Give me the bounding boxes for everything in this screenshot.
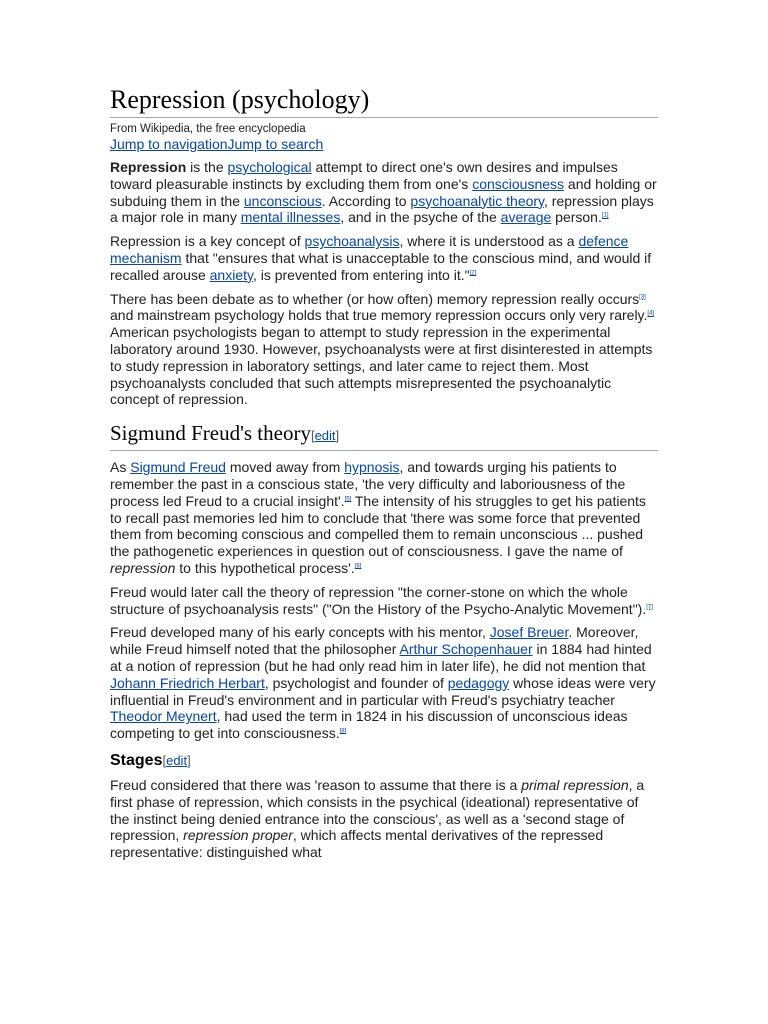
- link-hypnosis[interactable]: hypnosis: [344, 459, 400, 476]
- tagline: From Wikipedia, the free encyclopedia: [110, 123, 306, 135]
- emphasis: repression: [110, 559, 176, 576]
- section-heading-stages: Stages[edit]: [110, 751, 191, 769]
- reference-1[interactable]: [1]: [601, 212, 609, 219]
- link-theodor-meynert[interactable]: Theodor Meynert: [110, 708, 217, 725]
- paragraph-5: Freud would later call the theory of repression "the corner-stone on which the whole structure of psychoanalysis rests" ("On the History of the Psycho-Analytic Movement").[7]: [110, 583, 653, 617]
- reference-7[interactable]: [7]: [646, 603, 653, 610]
- emphasis: repression proper: [183, 827, 293, 844]
- edit-section: [edit]: [310, 428, 340, 444]
- link-unconscious[interactable]: unconscious: [243, 192, 322, 209]
- article: [110, 84, 658, 868]
- link-psychoanalytic-theory[interactable]: psychoanalytic theory: [410, 192, 545, 209]
- paragraph-2: Repression is a key concept of psychoanalysis, where it is understood as a defence mechanism that "ensures that what is unacceptable to the conscious mind, and would if recalled arouse anxiety, is prevented from entering into it."[2]: [110, 233, 652, 283]
- link-johann-friedrich-herbart[interactable]: Johann Friedrich Herbart: [110, 674, 265, 691]
- link-consciousness[interactable]: consciousness: [472, 175, 565, 192]
- reference-4[interactable]: [4]: [647, 310, 655, 317]
- link-josef-breuer[interactable]: Josef Breuer: [489, 624, 569, 641]
- paragraph-3: There has been debate as to whether (or how often) memory repression really occurs[3] and mainstream psychology holds that true memory repression occurs only very rarely.[4] American psychologists began to attempt to study repression in the experimental laboratory around 1930. However, psychoanalysts were at first disinterested in attempts to study repression in laboratory settings, and later came to reject them. Most psychoanalysts concluded that such attempts misrepresented the psychoanalytic concept of repression.: [110, 290, 655, 408]
- section-heading-freud: Sigmund Freud's theory[edit]: [110, 420, 658, 451]
- paragraph-6: Freud developed many of his early concepts with his mentor, Josef Breuer. Moreover, while Freud himself noted that the philosopher Arthur Schopenhauer in 1884 had hinted at a notion of repression (but he had only read him in later life), he did not mention that Johann Friedrich Herbart, psychologist and founder of pedagogy whose ideas were very influential in Freud's environment and in particular with Freud's psychiatry teacher Theodor Meynert, had used the term in 1824 in his discussion of unconscious ideas competing to get into consciousness.[8]: [110, 624, 656, 742]
- reference-3[interactable]: [3]: [639, 293, 646, 300]
- page-title: Repression (psychology): [110, 84, 658, 118]
- paragraph-4: As Sigmund Freud moved away from hypnosis, and towards urging his patients to remember the past in a conscious state, 'the very difficulty and laboriousness of the process led Freud to a crucial insight'.[5] The intensity of his struggles to get his patients to recall past memories led him to conclude that 'there was some force that prevented them from becoming conscious and compelled them to remain unconscious ... pushed the pathogenetic experiences in question out of consciousness. I gave the name of repression to this hypothetical process'.[6]: [110, 459, 646, 576]
- edit-link[interactable]: edit: [314, 428, 336, 444]
- edit-link[interactable]: edit: [166, 752, 188, 768]
- jump-links: [110, 136, 658, 153]
- link-defence-mechanism[interactable]: defence mechanism: [110, 233, 629, 266]
- link-pedagogy[interactable]: pedagogy: [447, 674, 510, 691]
- reference-2[interactable]: [2]: [469, 270, 477, 277]
- jump-to-navigation-link[interactable]: Jump to navigation: [110, 136, 228, 152]
- edit-section: [edit]: [162, 752, 191, 768]
- link-sigmund-freud[interactable]: Sigmund Freud: [130, 459, 226, 476]
- jump-to-search-link[interactable]: Jump to search: [227, 136, 324, 152]
- paragraph-7: Freud considered that there was 'reason to assume that there is a primal repression, a first phase of repression, which consists in the psychical (ideational) representative of the instinct being denied entrance into the conscious', as well as a 'second stage of repression, repression proper, which affects mental derivatives of the repressed representative: distinguished what: [110, 776, 645, 861]
- reference-5[interactable]: [5]: [344, 496, 352, 503]
- link-psychoanalysis[interactable]: psychoanalysis: [304, 233, 400, 250]
- link-mental-illnesses[interactable]: mental illnesses: [240, 209, 341, 226]
- link-average[interactable]: average: [500, 209, 552, 226]
- paragraph-intro: Repression is the psychological attempt to direct one's own desires and impulses toward pleasurable instincts by excluding them from one's consciousness and holding or subduing them in the unconscious. According to psychoanalytic theory, repression plays a major role in many mental illnesses, and in the psyche of the average person.[1]: [110, 159, 657, 226]
- reference-8[interactable]: [8]: [339, 728, 347, 735]
- emphasis: primal repression: [521, 776, 629, 793]
- link-arthur-schopenhauer[interactable]: Arthur Schopenhauer: [399, 641, 533, 658]
- bold-term: Repression: [110, 159, 187, 175]
- reference-6[interactable]: [6]: [354, 563, 362, 570]
- link-anxiety[interactable]: anxiety: [209, 266, 253, 283]
- link-psychological[interactable]: psychological: [227, 159, 312, 175]
